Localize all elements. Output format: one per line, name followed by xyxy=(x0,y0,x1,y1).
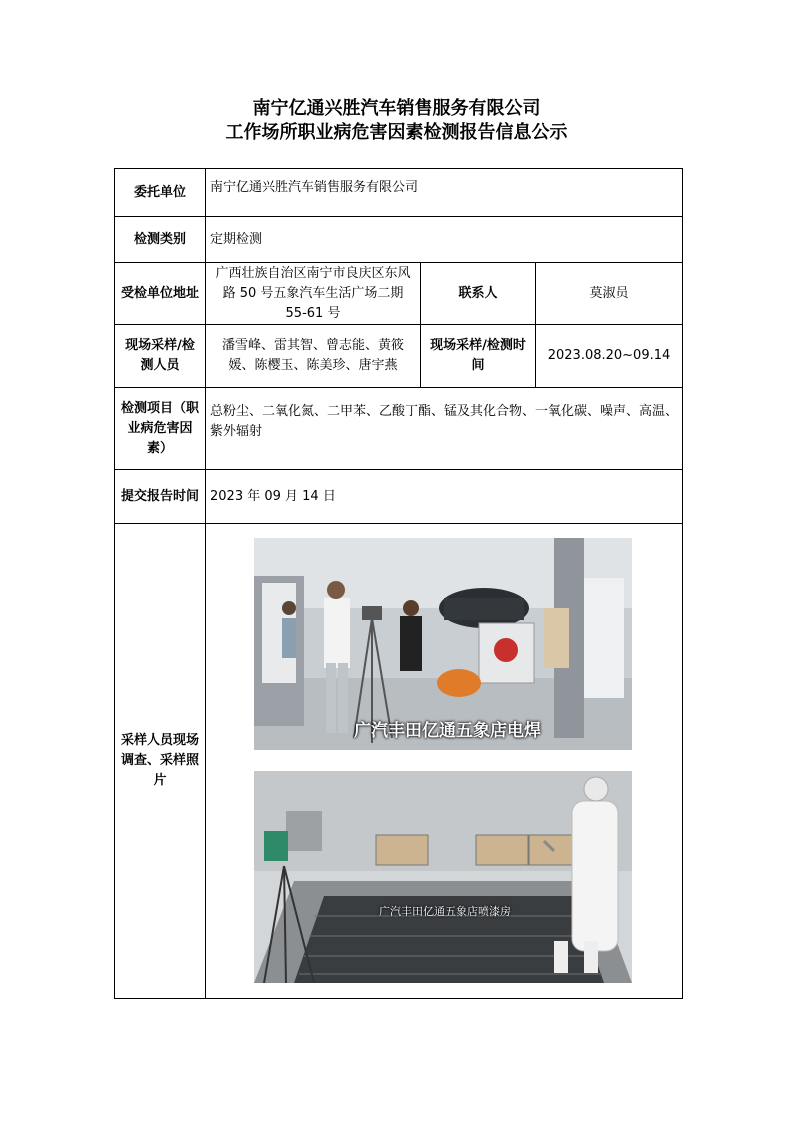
page-title-company: 南宁亿通兴胜汽车销售服务有限公司 xyxy=(252,98,541,119)
contact-value: 莫淑员 xyxy=(536,263,683,325)
category-value: 定期检测 xyxy=(206,217,683,263)
welding-photo-caption: 广汽丰田亿通五象店电焊 xyxy=(354,721,541,741)
row-items xyxy=(115,388,683,470)
time-value: 2023.08.20~09.14 xyxy=(536,325,683,388)
address-label-text: 受检单位地址 xyxy=(120,285,199,301)
client-label: 委托单位 xyxy=(115,169,206,217)
items-label: 检测项目（职业病危害因素） xyxy=(115,388,206,470)
row-submit xyxy=(115,470,683,524)
row-category xyxy=(115,217,683,263)
spray-booth-photo-graphic xyxy=(254,771,632,983)
welding-photo xyxy=(254,538,632,750)
time-label: 现场采样/检测时间 xyxy=(421,325,536,388)
submit-label: 提交报告时间 xyxy=(115,470,206,524)
contact-label: 联系人 xyxy=(421,263,536,325)
address-label xyxy=(115,263,206,325)
items-value: 总粉尘、二氧化氮、二甲苯、乙酸丁酯、锰及其化合物、一氧化碳、噪声、高温、紫外辐射 xyxy=(206,388,683,470)
category-label: 检测类别 xyxy=(115,217,206,263)
row-personnel xyxy=(115,325,683,388)
personnel-value: 潘雪峰、雷其智、曾志能、黄筱媛、陈樱玉、陈美珍、唐宇燕 xyxy=(206,325,421,388)
personnel-label: 现场采样/检测人员 xyxy=(115,325,206,388)
address-value: 广西壮族自治区南宁市良庆区东风路 50 号五象汽车生活广场二期 55-61 号 xyxy=(206,263,421,325)
submit-value: 2023 年 09 月 14 日 xyxy=(206,470,683,524)
page-title-report: 工作场所职业病危害因素检测报告信息公示 xyxy=(225,122,568,143)
photos-label: 采样人员现场调查、采样照片 xyxy=(115,524,206,999)
spray-booth-photo xyxy=(254,771,632,983)
row-client xyxy=(115,169,683,217)
client-value: 南宁亿通兴胜汽车销售服务有限公司 xyxy=(206,169,683,217)
spray-booth-photo-caption: 广汽丰田亿通五象店喷漆房 xyxy=(379,905,511,918)
row-address xyxy=(115,263,683,325)
